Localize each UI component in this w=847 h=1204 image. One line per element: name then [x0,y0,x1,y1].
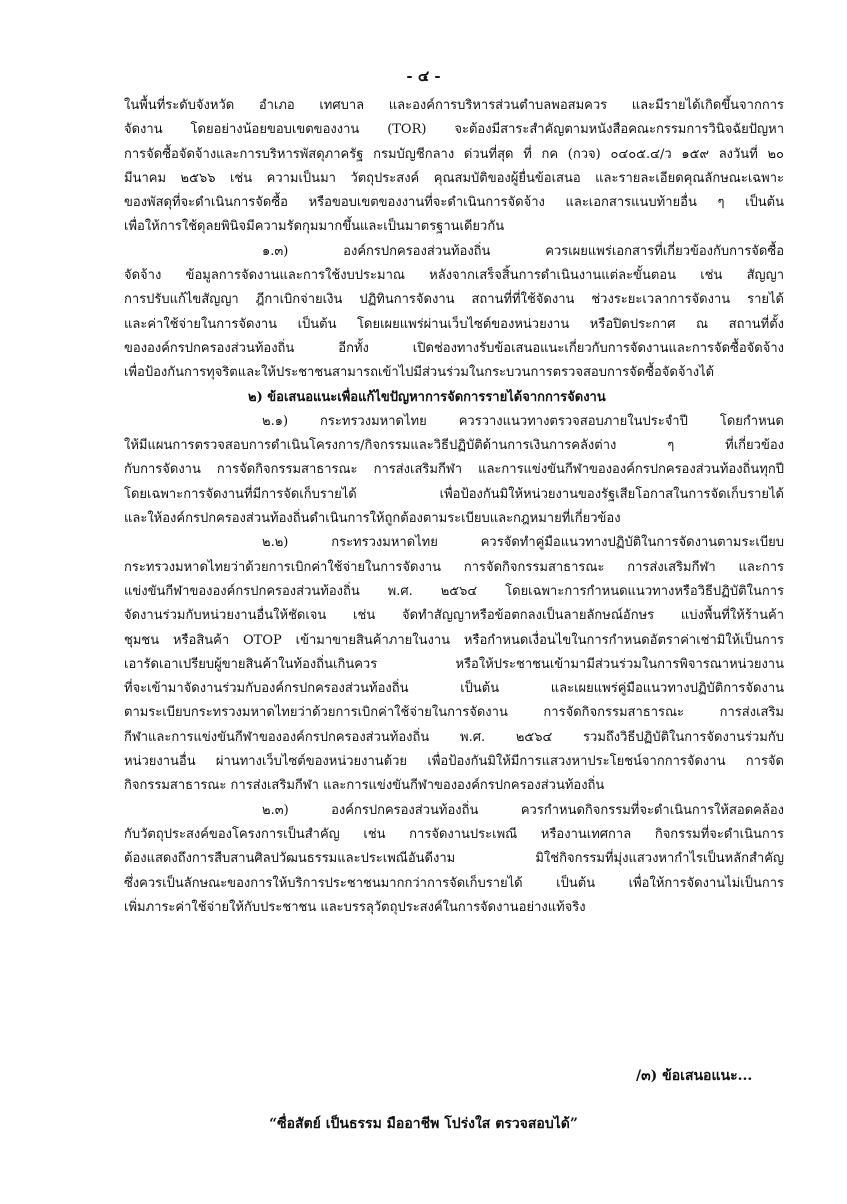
text-line: เอารัดเอาเปรียบผู้ขายสินค้าในท้องถิ่นเกินควร หรือให้ประชาชนเข้ามามีส่วนร่วมในการพิจารณาหน่วยงาน [124,656,784,672]
text-line: การปรับแก้ไขสัญญา ฎีกาเบิกจ่ายเงิน ปฏิทินการจัดงาน สถานที่ที่ใช้จัดงาน ช่วงระยะเวลาการจัดงาน รายได้ [124,292,784,308]
text-line: การจัดซื้อจัดจ้างและการบริหารพัสดุภาครัฐ กรมบัญชีกลาง ด่วนที่สุด ที่ กค (กวจ) ๐๔๐๕.๔/ว ๑๕๙ ลงวันที่ ๒๐ [124,146,784,162]
section-heading-block [124,386,784,410]
text-line: ชุมชน หรือสินค้า OTOP เข้ามาขายสินค้าภายในงาน หรือกำหนดเงื่อนไขในการกำหนดอัตราค่าเช่ามิให้เป็นการ [124,632,784,648]
text-line: จัดงาน โดยอย่างน้อยขอบเขตของงาน (TOR) จะต้องมีสาระสำคัญตามหนังสือคณะกรรมการวินิจฉัยปัญหา [124,122,784,138]
text-line: ของพัสดุที่จะดำเนินการจัดซื้อ หรือขอบเขตของงานที่จะดำเนินการจัดจ้าง และเอกสารแนบท้ายอื่น ๆ เป็นต้น [124,195,784,211]
text-line: กระทรวงมหาดไทยว่าด้วยการเบิกค่าใช้จ่ายในการจัดงาน การจัดกิจกรรมสาธารณะ การส่งเสริมกีฬา และการ [124,559,784,575]
text-line: กับวัตถุประสงค์ของโครงการเป็นสำคัญ เช่น การจัดงานประเพณี หรืองานเทศกาล กิจกรรมที่จะดำเนินการ [124,826,784,842]
text-line: ๒.๒) กระทรวงมหาดไทย ควรจัดทำคู่มือแนวทางปฏิบัติในการจัดงานตามระเบียบ [262,535,784,551]
text-line: กีฬาและการแข่งขันกีฬาขององค์กรปกครองส่วนท้องถิ่น พ.ศ. ๒๕๖๔ รวมถึงวิธีปฏิบัติในการจัดงานร่วมกับ [124,729,784,745]
paragraph [124,531,784,798]
text-line: ๑.๓) องค์กรปกครองส่วนท้องถิ่น ควรเผยแพร่เอกสารที่เกี่ยวข้องกับการจัดซื้อ [262,243,784,259]
text-line: เพื่อป้องกันการทุจริตและให้ประชาชนสามารถเข้าไปมีส่วนร่วมในกระบวนการตรวจสอบการจัดซื้อจัดจ้างได้ [124,365,715,381]
text-line: โดยเฉพาะการจัดงานที่มีการจัดเก็บรายได้ เพื่อป้องกันมิให้หน่วยงานของรัฐเสียโอกาสในการจัดเก็บรายได้ [124,486,784,502]
organization-motto: “ซื่อสัตย์ เป็นธรรม มืออาชีพ โปร่งใส ตรวจสอบได้” [269,1116,578,1132]
text-line: จัดจ้าง ข้อมูลการจัดงานและการใช้งบประมาณ หลังจากเสร็จสิ้นการดำเนินงานแต่ละขั้นตอน เช่น สัญญา [124,268,784,284]
text-line: ให้มีแผนการตรวจสอบการดำเนินโครงการ/กิจกรรมและวิธีปฏิบัติด้านการเงินการคลังต่าง ๆ ที่เกี่ยวข้อง [124,438,784,454]
text-line: เพื่อให้การใช้ดุลยพินิจมีความรัดกุมมากขึ้นและเป็นมาตรฐานเดียวกัน [124,219,505,235]
text-line: ขององค์กรปกครองส่วนท้องถิ่น อีกทั้ง เปิดช่องทางรับข้อเสนอแนะเกี่ยวกับการจัดงานและการจัดซื้อจัดจ้าง [124,340,784,356]
page-number: - ๔ - [406,67,441,85]
text-line: กับการจัดงาน การจัดกิจกรรมสาธารณะ การส่งเสริมกีฬา และการแข่งขันกีฬาขององค์กรปกครองส่วนท้องถิ่นทุกปี [124,462,784,478]
text-line: และให้องค์กรปกครองส่วนท้องถิ่นดำเนินการให้ถูกต้องตามระเบียบและกฎหมายที่เกี่ยวข้อง [124,511,621,527]
text-line: เพิ่มภาระค่าใช้จ่ายให้กับประชาชน และบรรลุวัตถุประสงค์ในการจัดงานอย่างแท้จริง [124,899,586,915]
paragraph [124,94,784,240]
text-line: ซึ่งควรเป็นลักษณะของการให้บริการประชาชนมากกว่าการจัดเก็บรายได้ เป็นต้น เพื่อให้การจัดงานไม่เป็นการ [124,875,784,891]
section-heading: ๒) ข้อเสนอแนะเพื่อแก้ไขปัญหาการจัดการรายได้จากการจัดงาน [248,389,606,405]
paragraph [124,799,784,920]
text-line: ๒.๑) กระทรวงมหาดไทย ควรวางแนวทางตรวจสอบภายในประจำปี โดยกำหนด [262,413,784,429]
paragraph [124,410,784,531]
text-line: หน่วยงานอื่น ผ่านทางเว็บไซต์ของหน่วยงานด้วย เพื่อป้องกันมิให้มีการแสวงหาประโยชน์จากการจัดงาน การจัด [124,754,784,770]
text-line: กิจกรรมสาธารณะ การส่งเสริมกีฬา และการแข่งขันกีฬาขององค์กรปกครองส่วนท้องถิ่น [124,778,605,794]
text-line: มีนาคม ๒๕๖๖ เช่น ความเป็นมา วัตถุประสงค์ คุณสมบัติของผู้ยื่นข้อเสนอ และรายละเอียดคุณลักษณะเฉพาะ [124,170,784,186]
text-line: ในพื้นที่ระดับจังหวัด อำเภอ เทศบาล และองค์การบริหารส่วนตำบลพอสมควร และมีรายได้เกิดขึ้นจากการ [124,98,784,113]
text-line: จัดงานร่วมกับหน่วยงานอื่นให้ชัดเจน เช่น จัดทำสัญญาหรือข้อตกลงเป็นลายลักษณ์อักษร แบ่งพื้นที่ให้ร้านค้า [124,608,784,624]
continuation-marker: /๓) ข้อเสนอแนะ... [636,1068,753,1084]
text-line: ๒.๓) องค์กรปกครองส่วนท้องถิ่น ควรกำหนดกิจกรรมที่จะดำเนินการให้สอดคล้อง [262,802,784,818]
text-line: และค่าใช้จ่ายในการจัดงาน เป็นต้น โดยเผยแพร่ผ่านเว็บไซต์ของหน่วยงาน หรือปิดประกาศ ณ สถานที่ตั้ง [124,316,784,332]
paragraph [124,240,784,386]
text-line: ต้องแสดงถึงการสืบสานศิลปวัฒนธรรมและประเพณีอันดีงาม มิใช่กิจกรรมที่มุ่งแสวงหากำไรเป็นหลักสำคัญ [124,851,784,867]
text-line: แข่งขันกีฬาขององค์กรปกครองส่วนท้องถิ่น พ.ศ. ๒๕๖๔ โดยเฉพาะการกำหนดแนวทางหรือวิธีปฏิบัติในการ [124,583,784,599]
document-body [124,94,784,920]
text-line: ที่จะเข้ามาจัดงานร่วมกับองค์กรปกครองส่วนท้องถิ่น เป็นต้น และเผยแพร่คู่มือแนวทางปฏิบัติการจัดงาน [124,681,784,697]
text-line: ตามระเบียบกระทรวงมหาดไทยว่าด้วยการเบิกค่าใช้จ่ายในการจัดงาน การจัดกิจกรรมสาธารณะ การส่งเสริม [124,705,784,721]
